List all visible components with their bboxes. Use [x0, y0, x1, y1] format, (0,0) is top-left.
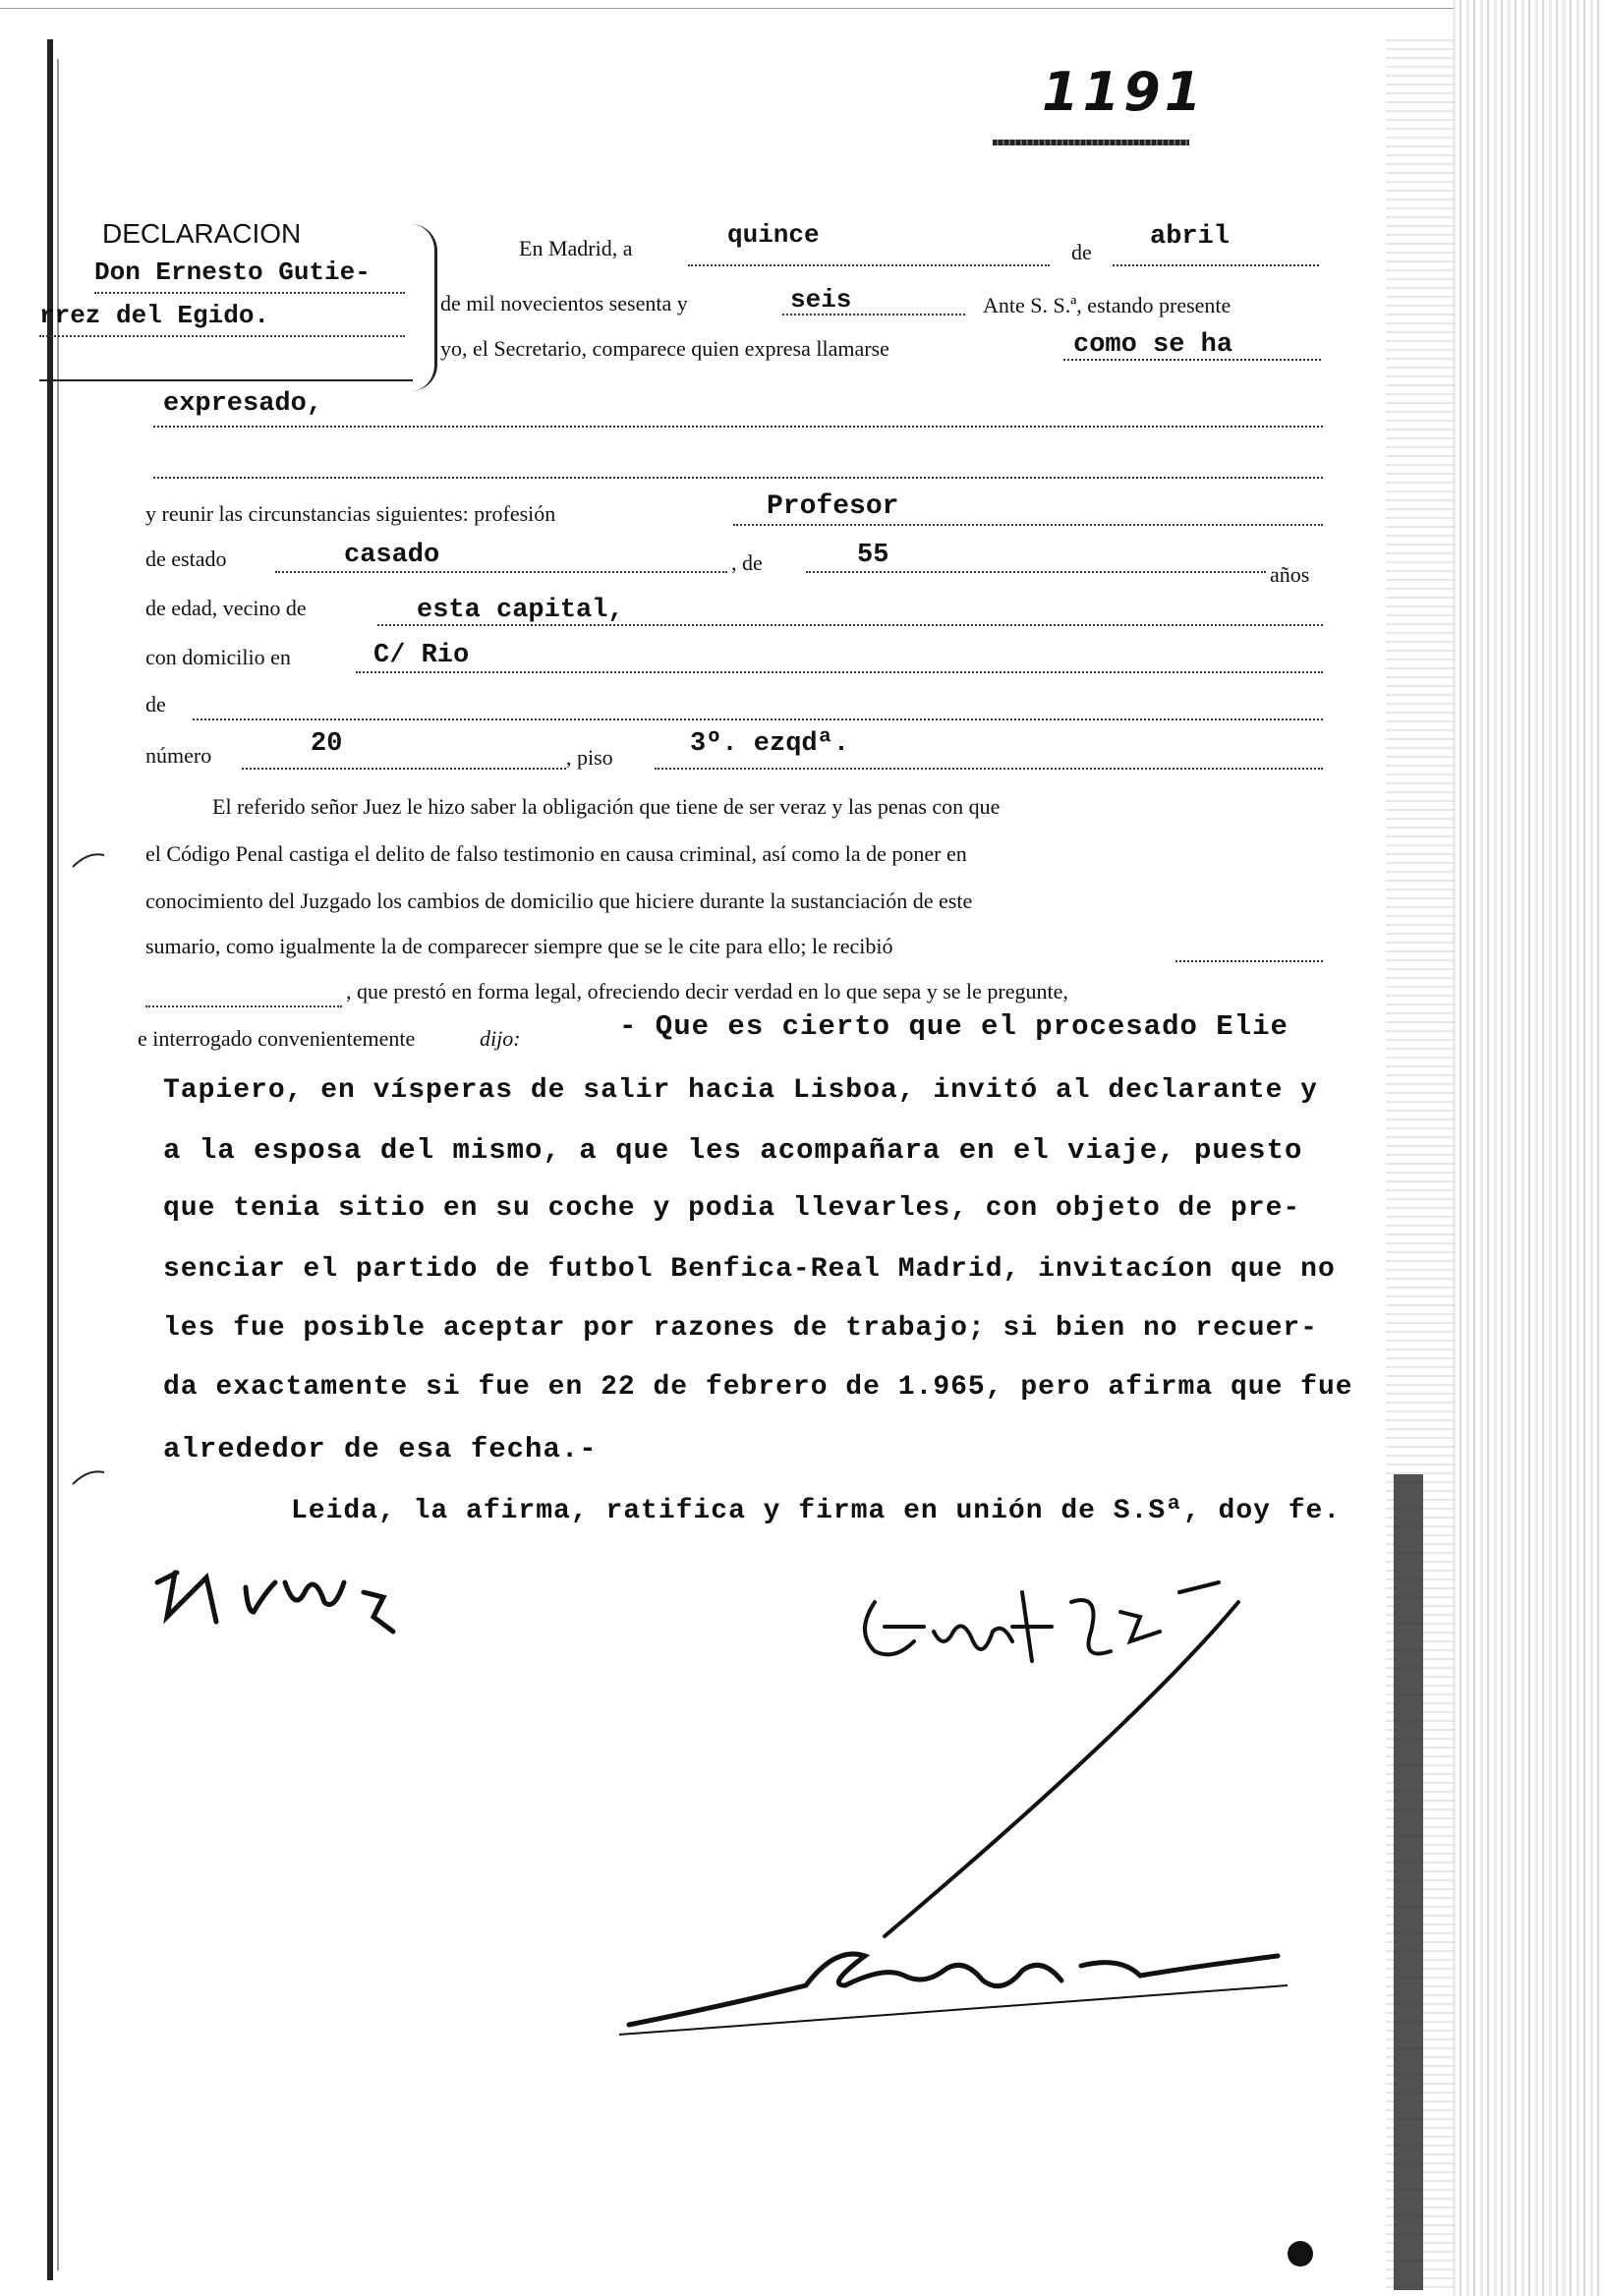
statement-line8: alrededor de esa fecha.- — [163, 1433, 598, 1465]
left-binding-shadow — [57, 59, 59, 2270]
month-value: abril — [1150, 222, 1231, 252]
statement-line6: les fue posible aceptar por razones de trabajo; si bien no recuer- — [163, 1313, 1318, 1344]
para-line4: sumario, como igualmente la de comparecer siempre que se le cite para ello; le recibió — [145, 934, 893, 958]
right-scan-edge — [1453, 0, 1604, 2296]
profession-label: y reunir las circunstancias siguientes: profesión — [145, 501, 556, 526]
declaration-title: DECLARACION — [102, 218, 302, 249]
folio-underline — [993, 140, 1189, 145]
name-line1-rule — [94, 291, 405, 294]
de-label: de — [145, 692, 166, 717]
line3-prefix: yo, el Secretario, comparece quien expresa llamarse — [440, 336, 889, 361]
profession-rule — [733, 523, 1323, 526]
top-edge — [0, 8, 1455, 9]
declarant-signature — [845, 1573, 1317, 1946]
year-rule — [782, 313, 965, 316]
closing-line: Leida, la afirma, ratifica y firma en unión de S.Sª, doy fe. — [291, 1496, 1342, 1526]
declarant-name-line2: rrez del Egido. — [39, 301, 270, 330]
line4-rule — [153, 425, 1323, 428]
statement-line1: - Que es cierto que el procesado Elie — [619, 1010, 1289, 1043]
margin-mark-1 — [69, 847, 108, 871]
domicilio-label: con domicilio en — [145, 645, 291, 669]
statement-line7: da exactamente si fue en 22 de febrero de 1.965, pero afirma que fue — [163, 1372, 1353, 1403]
estado-rule — [275, 570, 727, 573]
margin-mark-2 — [69, 1464, 108, 1488]
name-value-b: expresado, — [163, 389, 323, 419]
piso-label: , piso — [566, 745, 613, 770]
folio-number: 1191 — [1042, 61, 1206, 123]
line2-suffix: Ante S. S.ª, estando presente — [983, 293, 1232, 317]
punch-hole-mark — [1288, 2241, 1313, 2267]
name-value-rule — [1063, 358, 1321, 361]
numero-rule — [242, 767, 566, 770]
statement-line2: Tapiero, en vísperas de salir hacia Lisboa, invitó al declarante y — [163, 1075, 1318, 1106]
name-value-a: como se ha — [1073, 330, 1233, 360]
month-rule — [1113, 263, 1319, 266]
line2-prefix: de mil novecientos sesenta y — [440, 291, 688, 316]
juramento-rule — [145, 1004, 342, 1007]
edad-de: , de — [731, 550, 763, 575]
judge-signature — [138, 1543, 511, 1651]
statement-line4: que tenia sitio en su coche y podia llevarles, con objeto de pre- — [163, 1193, 1301, 1224]
domicilio-rule — [356, 670, 1323, 673]
piso-value: 3º. ezqdª. — [690, 729, 850, 759]
para-line2: el Código Penal castiga el delito de falso testimonio en causa criminal, así como la de poner en — [145, 841, 967, 866]
statement-line5: senciar el partido de futbol Benfica-Real Madrid, invitacíon que no — [163, 1254, 1336, 1285]
domicilio-value: C/ Rio — [373, 641, 470, 670]
estado-value: casado — [344, 541, 440, 570]
profession-value: Profesor — [767, 491, 899, 522]
numero-label: número — [145, 743, 212, 768]
name-line2-rule — [39, 334, 405, 337]
vecino-label: de edad, vecino de — [145, 596, 307, 620]
secretary-signature — [609, 1926, 1297, 2044]
right-dark-edge — [1394, 1474, 1423, 2290]
vecino-rule — [377, 623, 1323, 626]
year-suffix: seis — [790, 285, 852, 315]
para-line3: conocimiento del Juzgado los cambios de domicilio que hiciere durante la sustanciación de este — [145, 889, 973, 913]
recibio-rule — [1175, 959, 1323, 962]
header-rule — [39, 379, 413, 381]
para-line5: , que prestó en forma legal, ofreciendo decir verdad en lo que sepa y se le pregunte, — [346, 979, 1068, 1004]
statement-line3: a la esposa del mismo, a que les acompañara en el viaje, puesto — [163, 1134, 1303, 1167]
para-line1: El referido señor Juez le hizo saber la obligación que tiene de ser veraz y las penas con que — [212, 794, 1001, 819]
vecino-value: esta capital, — [417, 596, 624, 625]
header-brace — [411, 224, 437, 391]
estado-label: de estado — [145, 546, 227, 571]
declarant-signature-text — [983, 1671, 988, 1672]
de-rule — [193, 718, 1323, 720]
age-rule — [806, 570, 1266, 573]
line1-prefix: En Madrid, a — [519, 236, 633, 260]
age-value: 55 — [857, 541, 889, 570]
piso-rule — [655, 767, 1323, 770]
line1-de: de — [1071, 240, 1092, 264]
anos-label: años — [1270, 562, 1310, 587]
left-binding-edge — [47, 39, 53, 2280]
day-value: quince — [727, 220, 820, 250]
para-line6: e interrogado convenientemente — [138, 1026, 416, 1051]
numero-value: 20 — [311, 729, 343, 759]
day-rule — [688, 263, 1050, 266]
line4b-rule — [153, 476, 1323, 479]
declarant-name-line1: Don Ernesto Gutie- — [94, 258, 371, 287]
dijo-label: dijo: — [480, 1026, 521, 1051]
